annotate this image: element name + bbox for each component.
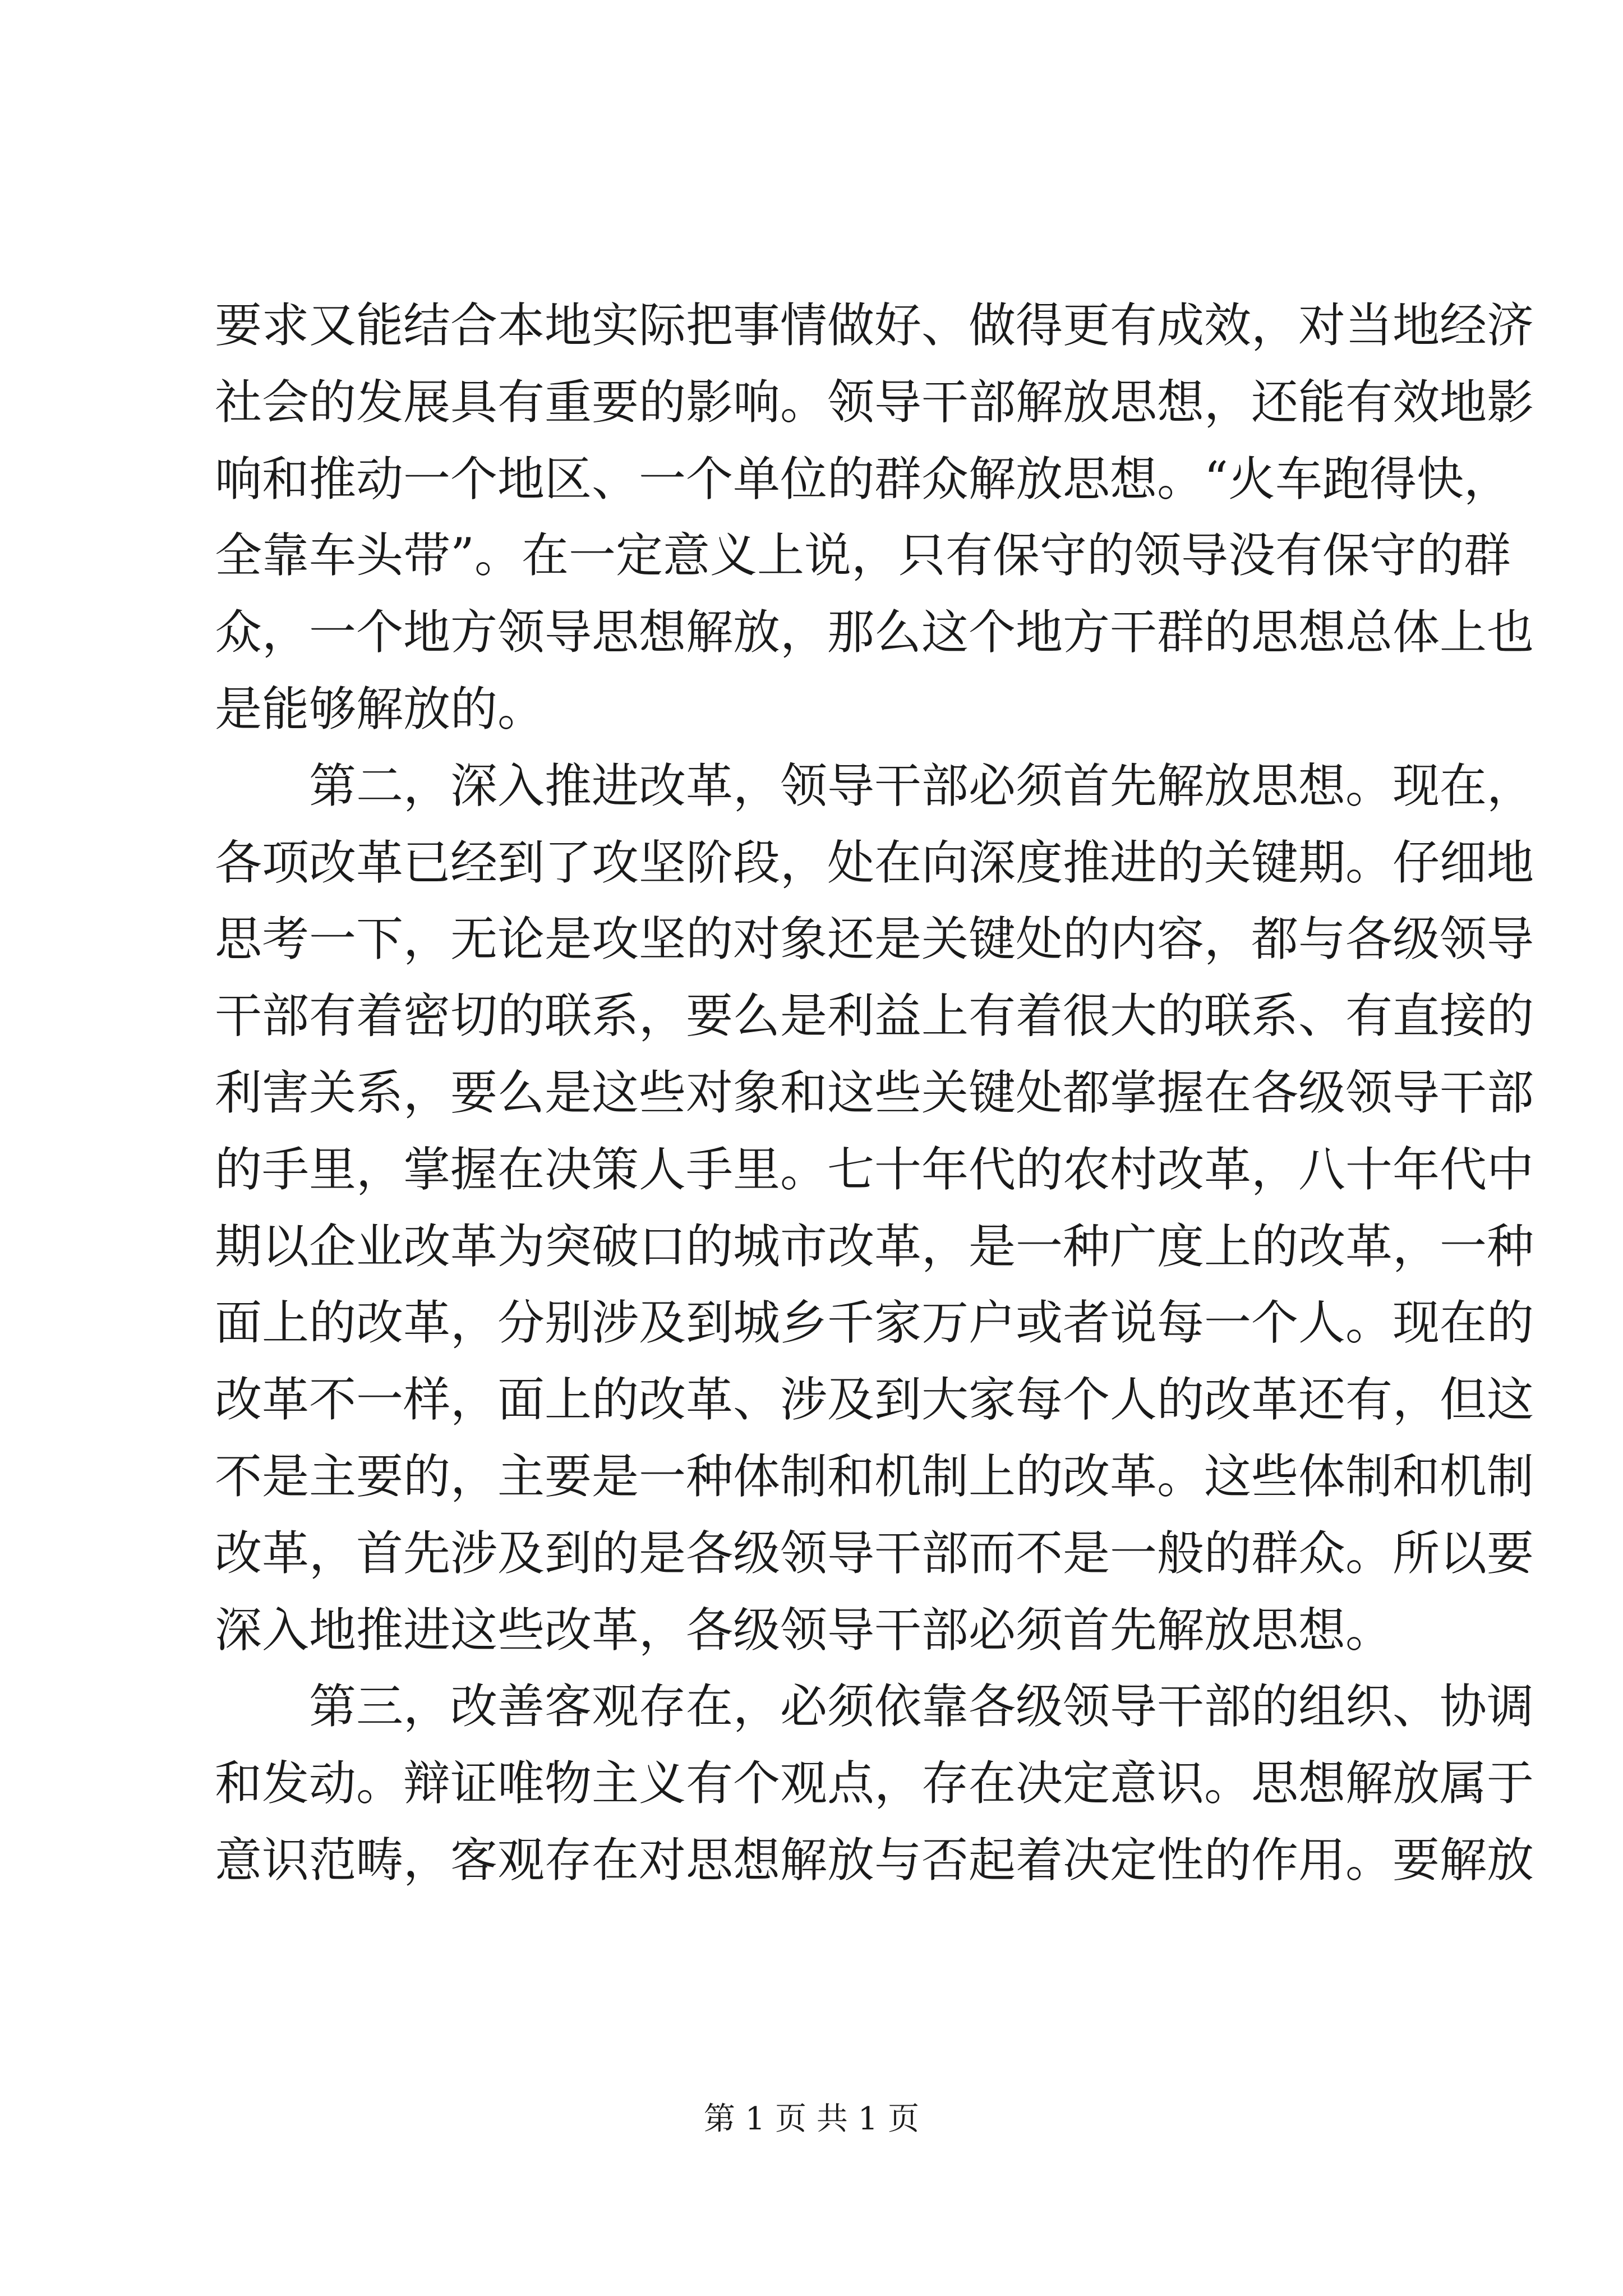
text-line: 改革，首先涉及到的是各级领导干部而不是一般的群众。所以要 xyxy=(215,1525,1534,1581)
text-line: 和发动。辩证唯物主义有个观点，存在决定意识。思想解放属于 xyxy=(215,1756,1534,1811)
text-line: 利害关系，要么是这些对象和这些关键处都掌握在各级领导干部 xyxy=(215,1065,1534,1120)
text-line: 意识范畴，客观存在对思想解放与否起着决定性的作用。要解放 xyxy=(215,1832,1534,1888)
page-footer: 第 1 页 共 1 页 xyxy=(703,2101,920,2137)
text-line: 的手里，掌握在决策人手里。七十年代的农村改革，八十年代中 xyxy=(215,1142,1534,1197)
text-line: 要求又能结合本地实际把事情做好、做得更有成效，对当地经济 xyxy=(215,298,1534,353)
text-line: 干部有着密切的联系，要么是利益上有着很大的联系、有直接的 xyxy=(215,988,1534,1044)
text-line: 改革不一样，面上的改革、涉及到大家每个人的改革还有，但这 xyxy=(215,1372,1534,1428)
text-line: 众，一个地方领导思想解放，那么这个地方干群的思想总体上也 xyxy=(215,605,1534,660)
text-line: 面上的改革，分别涉及到城乡千家万户或者说每一个人。现在的 xyxy=(215,1295,1534,1351)
text-line: 不是主要的，主要是一种体制和机制上的改革。这些体制和机制 xyxy=(215,1448,1534,1504)
text-line: 社会的发展具有重要的影响。领导干部解放思想，还能有效地影 xyxy=(215,374,1534,430)
text-line: 深入地推进这些改革，各级领导干部必须首先解放思想。 xyxy=(215,1602,1393,1658)
text-line: 响和推动一个地区、一个单位的群众解放思想。“火车跑得快， xyxy=(215,451,1511,507)
paragraph-start-line: 第二，深入推进改革，领导干部必须首先解放思想。现在， xyxy=(309,758,1534,813)
text-line: 是能够解放的。 xyxy=(215,681,545,737)
document-body xyxy=(215,287,1534,1899)
text-line: 各项改革已经到了攻坚阶段，处在向深度推进的关键期。仔细地 xyxy=(215,835,1534,890)
text-line: 思考一下，无论是攻坚的对象还是关键处的内容，都与各级领导 xyxy=(215,912,1534,967)
text-line: 全靠车头带”。在一定意义上说，只有保守的领导没有保守的群 xyxy=(215,528,1511,583)
paragraph-start-line: 第三，改善客观存在，必须依靠各级领导干部的组织、协调 xyxy=(309,1679,1534,1734)
text-line: 期以企业改革为突破口的城市改革，是一种广度上的改革，一种 xyxy=(215,1218,1534,1274)
